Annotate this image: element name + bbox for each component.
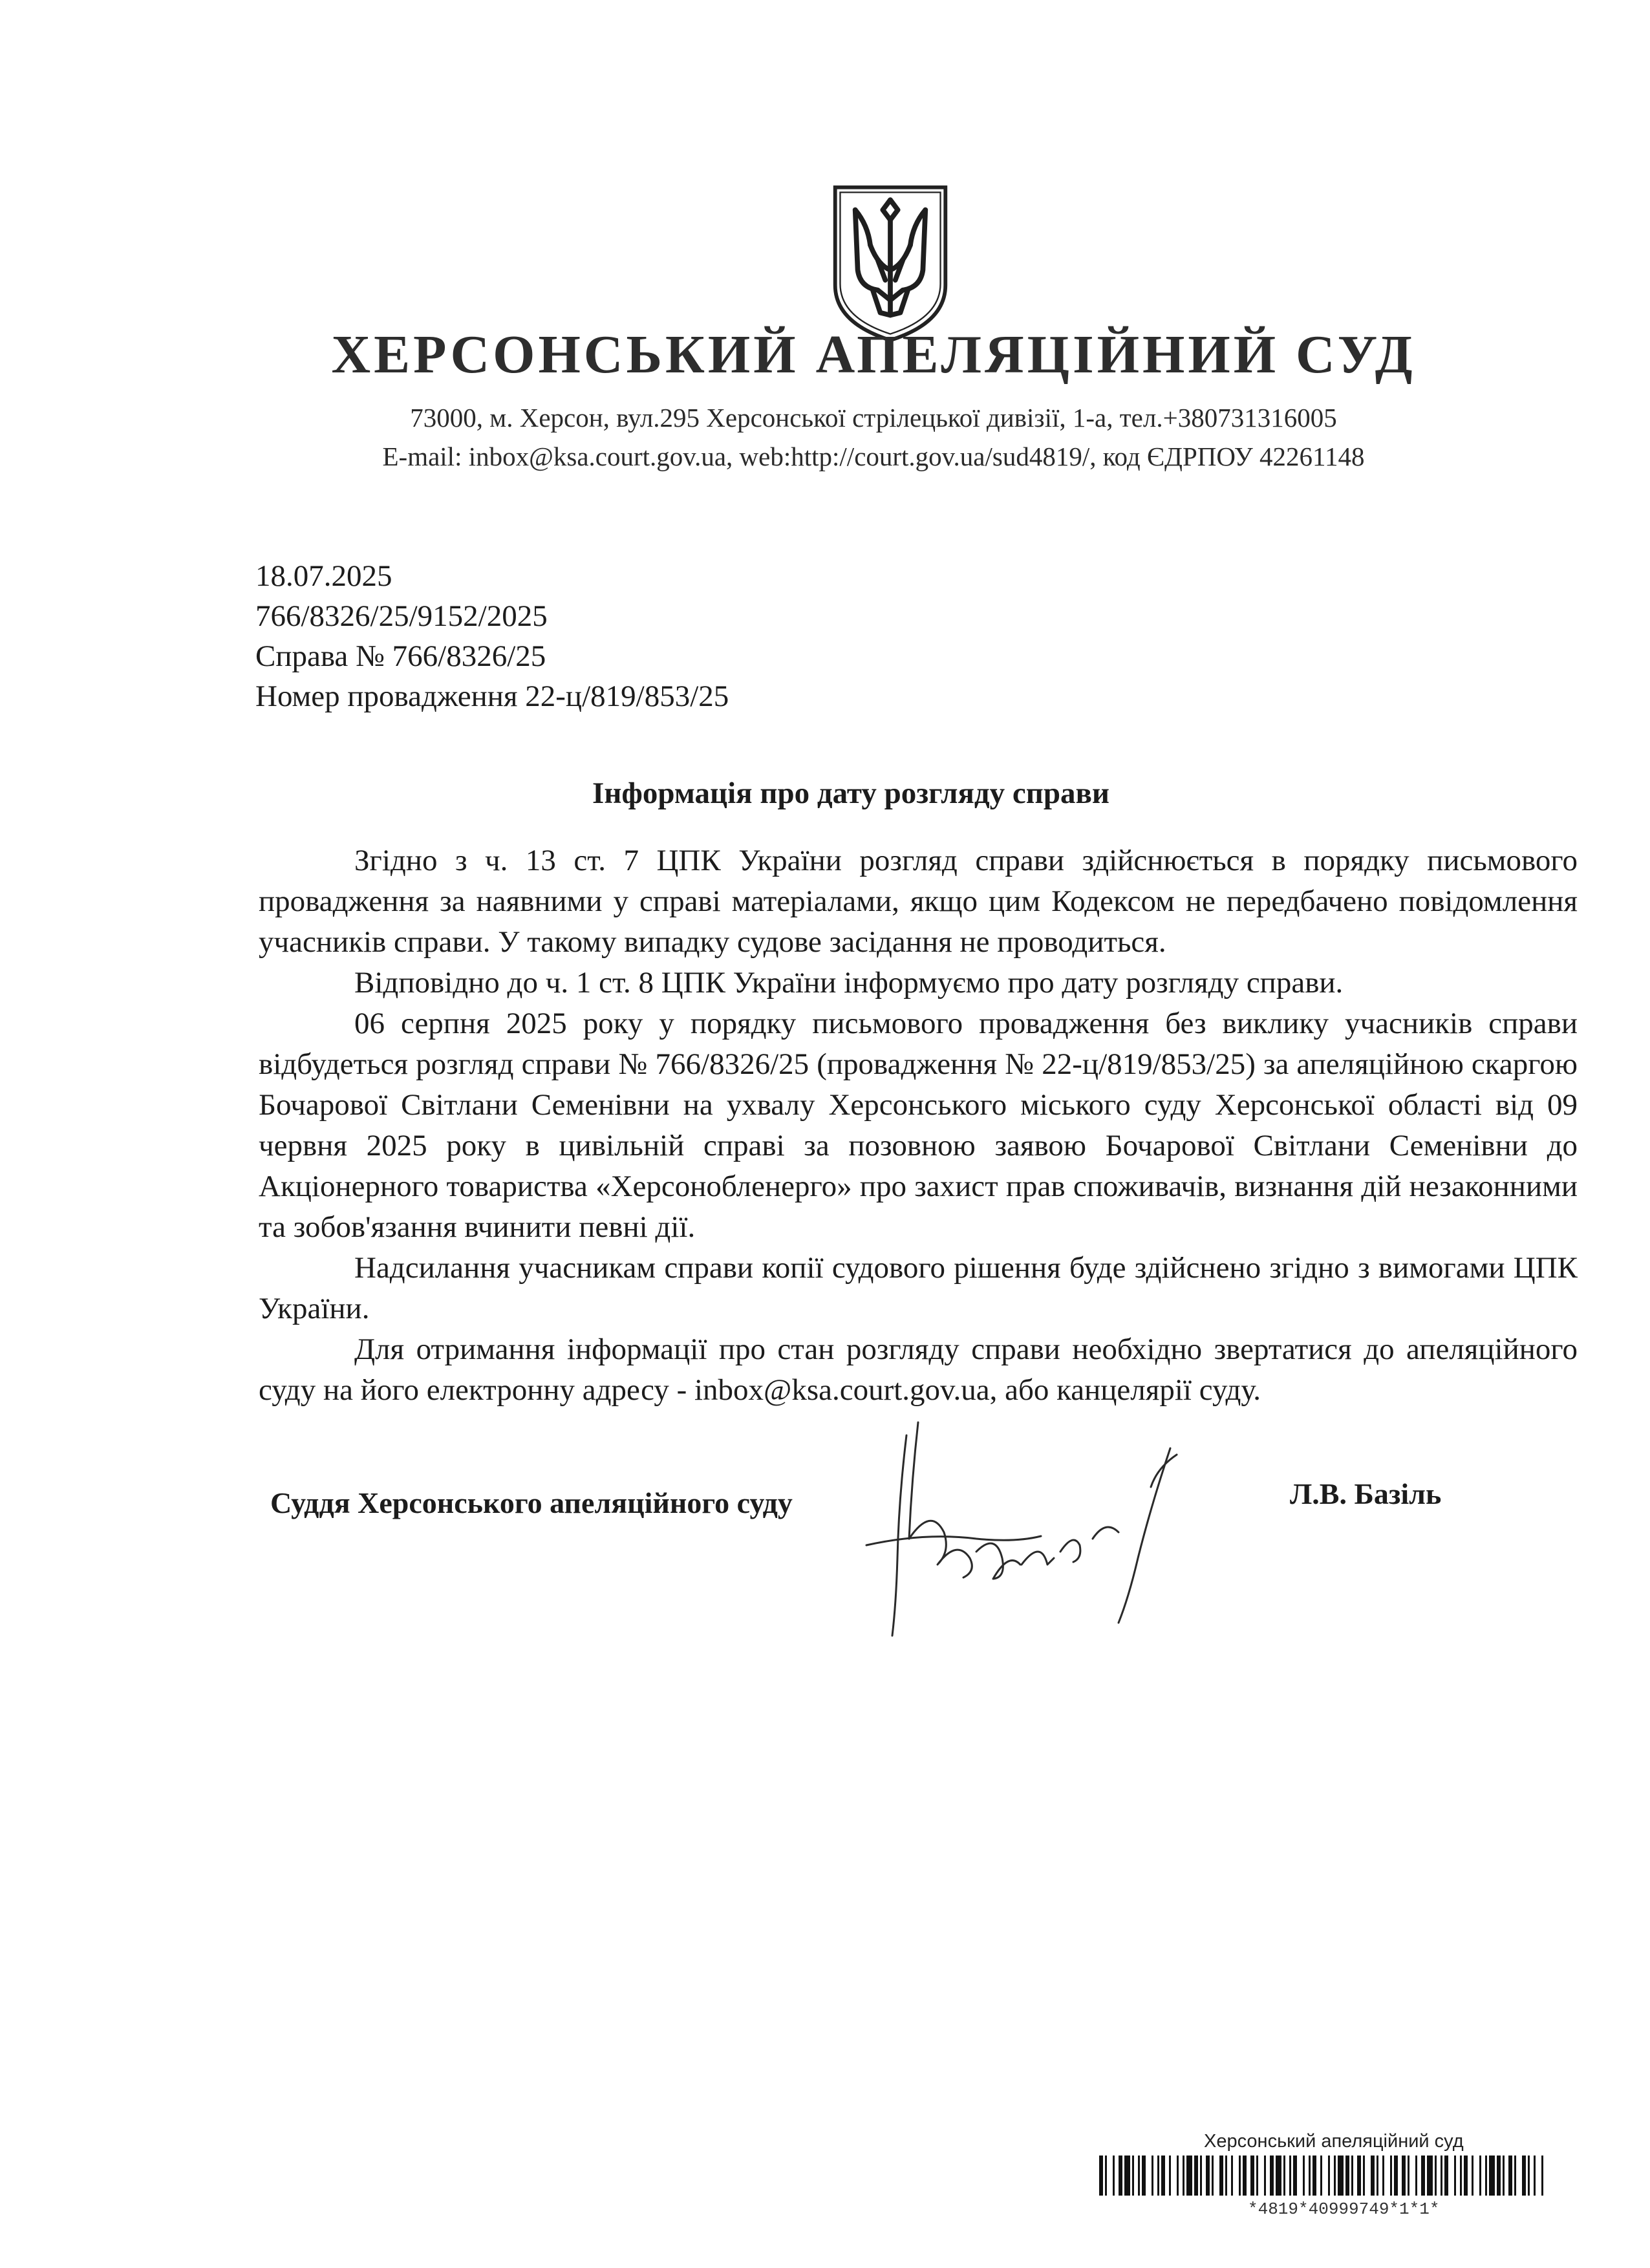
court-name: ХЕРСОНСЬКИЙ АПЕЛЯЦІЙНИЙ СУД [331,325,1416,385]
signatory-title: Суддя Херсонського апеляційного суду [270,1486,793,1519]
signatory-name: Л.В. Базіль [1290,1477,1442,1510]
document-meta [255,556,729,716]
paragraph: Відповідно до ч. 1 ст. 8 ЦПК України інформуємо про дату розгляду справи. [354,966,1344,1000]
court-contacts: E-mail: inbox@ksa.court.gov.ua, web:http://court.gov.ua/sud4819/, код ЄДРПОУ 42261148 [382,442,1365,471]
barcode [1099,2156,1545,2196]
proceeding-number: Номер провадження 22-ц/819/853/25 [255,679,729,713]
case-number: Справа № 766/8326/25 [255,639,546,673]
court-address: 73000, м. Херсон, вул.295 Херсонської стрілецької дивізії, 1-а, тел.+380731316005 [410,403,1337,433]
handwritten-signature [847,1409,1209,1655]
paragraph: Надсилання учасникам справи копії судового рішення буде здійснено згідно з вимогами ЦПК України. [259,1251,1578,1325]
document-date: 18.07.2025 [255,559,392,593]
document-body [259,840,1578,1411]
paragraph: 06 серпня 2025 року у порядку письмового провадження без виклику учасників справи відбудеться розгляд справи № 766/8326/25 (провадження № 22-ц/819/853/25) за апеляційною скаргою Бочарової Світлани Семенівни на ухвалу Херсонського міського суду Херсонської області від 09 червня 2025 року в цивільній справі за позовною заявою Бочарової Світлани Семенівни до Акціонерного товариства «Херсонобленерго» про захист прав споживачів, визнання дій незаконними та зобов'язання вчинити певні дії. [259,1007,1578,1244]
trident-emblem-icon [826,182,954,345]
document-title: Інформація про дату розгляду справи [592,776,1109,810]
paragraph: Для отримання інформації про стан розгляду справи необхідно звертатися до апеляційного суду на його електронну адресу - inbox@ksa.court.gov.ua, або канцелярії суду. [259,1332,1578,1407]
registration-number: 766/8326/25/9152/2025 [255,599,548,633]
barcode-number: *4819*40999749*1*1* [1248,2199,1440,2219]
paragraph: Згідно з ч. 13 ст. 7 ЦПК України розгляд справи здійснюється в порядку письмового провадження за наявними у справі матеріалами, якщо цим Кодексом не передбачено повідомлення учасників справи. У такому випадку судове засідання не проводиться. [259,844,1578,959]
footer-court-label: Херсонський апеляційний суд [1204,2131,1464,2152]
